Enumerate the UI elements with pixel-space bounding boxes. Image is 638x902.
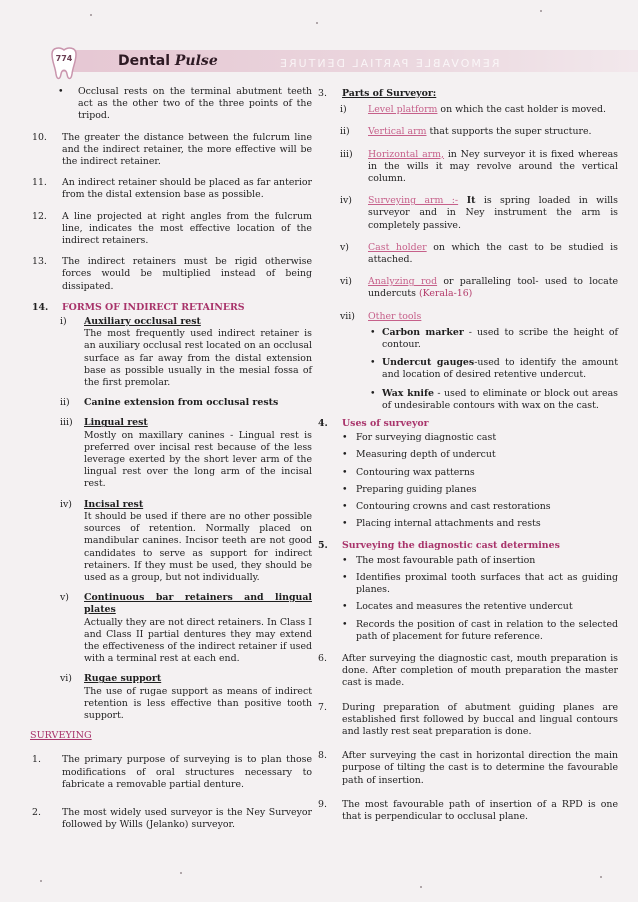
form-number: vi)	[60, 673, 72, 685]
item-text: After surveying the diagnostic cast, mouth preparation is done. After completion of mouth preparation the master cast is made.	[342, 652, 618, 689]
item-text: The indirect retainers must be rigid otherwise forces would be multiplied instead of being dissipated.	[62, 256, 312, 292]
speck	[90, 14, 92, 16]
part-item	[318, 126, 618, 138]
list-item	[368, 357, 618, 381]
item-text: During preparation of abutment guiding planes are established first followed by buccal and lingual contours and lastly rest seat preparation is done.	[342, 701, 618, 737]
part-text: on which the cast to be studied is attached.	[368, 241, 618, 266]
item-number: 1.	[32, 754, 41, 766]
part-text: is spring loaded in wills surveyor and in Ney instrument the arm is completely passive.	[368, 195, 618, 231]
list-item	[318, 799, 618, 823]
list-item: • Preparing guiding planes	[318, 484, 618, 496]
part-number: vi)	[340, 276, 352, 288]
form-item	[30, 673, 312, 722]
part-item	[318, 242, 618, 266]
header-watermark: REMOVABLE PARTIAL DENTURE	[278, 57, 500, 70]
item-number: 14.	[32, 301, 49, 313]
form-item	[30, 316, 312, 389]
form-number: ii)	[60, 397, 70, 409]
part-item	[318, 276, 618, 300]
part-item	[318, 149, 618, 186]
part-text: that supports the super structure.	[426, 126, 592, 138]
part-term: Cast holder	[368, 241, 427, 253]
item-number: 4.	[318, 418, 328, 430]
exam-tag: (Kerala-16)	[418, 288, 473, 300]
tripod-bullet	[30, 86, 312, 123]
form-title: Rugae support	[84, 673, 162, 685]
part-number: iv)	[340, 195, 352, 207]
item-number: 13.	[32, 256, 47, 268]
left-column	[30, 86, 312, 840]
list-item: • For surveying diagnostic cast	[318, 432, 618, 444]
item-text: An indirect retainer should be placed as far anterior from the distal extension base as possible.	[62, 177, 312, 201]
tripod-bullet-text: Occlusal rests on the terminal abutment teeth act as the other two of the three points of the tripod.	[78, 86, 312, 122]
list-item: • Locates and measures the retentive undercut	[318, 601, 618, 613]
form-item	[30, 592, 312, 665]
section-heading: Surveying the diagnostic cast determines	[342, 540, 560, 552]
list-item	[30, 211, 312, 248]
part-term: Surveying arm :-	[368, 195, 459, 207]
brand-name: Dental	[118, 53, 175, 69]
item-number: 2.	[32, 806, 41, 818]
form-text: Actually they are not direct retainers. In Class I and Class II partial dentures they may extend the effectiveness of the indirect retainer if used with a terminal rest at each end.	[84, 616, 312, 665]
list-item: • Identifies proximal tooth surfaces that act as guiding planes.	[318, 572, 618, 596]
item-text: After surveying the cast in horizontal direction the main purpose of tilting the cast is to determine the favourable path of insertion.	[342, 750, 618, 786]
list-item	[30, 256, 312, 293]
tool-name: Wax knife	[382, 387, 434, 399]
item-number: 8.	[318, 750, 327, 762]
speck	[600, 876, 602, 878]
item-number: 12.	[32, 210, 47, 222]
list-item-14	[30, 302, 312, 314]
speck	[540, 10, 542, 12]
tools-list	[368, 327, 618, 412]
part-term: Analyzing rod	[368, 276, 438, 288]
list-item: • Contouring wax patterns	[318, 467, 618, 479]
uses-list	[318, 432, 618, 530]
speck	[316, 22, 318, 24]
part-text: on which the cast holder is moved.	[437, 104, 606, 116]
tool-name: Carbon marker	[382, 326, 464, 338]
form-title: Lingual rest	[84, 417, 148, 429]
page-number: 774	[55, 54, 73, 63]
list-item	[30, 807, 312, 831]
form-item	[30, 397, 312, 409]
list-item: • Contouring crowns and cast restorations	[318, 501, 618, 513]
part-item	[318, 195, 618, 232]
part-number: i)	[340, 104, 347, 116]
item-number: 10.	[32, 131, 47, 143]
tooth-icon	[44, 44, 84, 84]
section-heading: Parts of Surveyor:	[342, 88, 437, 99]
list-item	[368, 327, 618, 351]
list-item-3	[318, 88, 618, 100]
determines-list	[318, 555, 618, 643]
list-item	[318, 653, 618, 690]
tool-name: Undercut gauges	[382, 357, 475, 369]
item-number: 11.	[32, 177, 47, 189]
list-item-4	[318, 418, 618, 530]
part-term: Vertical arm	[368, 126, 427, 138]
form-title: Auxiliary occlusal rest	[84, 316, 201, 328]
item-text: The most widely used surveyor is the Ney Surveyor followed by Wills (Jelanko) surveyor.	[62, 806, 312, 831]
tool-text: -used to identify the amount and location of desired retentive undercut.	[382, 357, 618, 381]
form-number: iv)	[60, 498, 72, 510]
list-item: • Records the position of cast in relation to the selected path of placement for future reference.	[318, 619, 618, 643]
form-text: It should be used if there are no other possible sources of retention. Normally placed on mandibular canines. Incisor teeth are not good candidates to serve as support for indirect retainers. If they must be used, they should be used as a group, but not individually.	[84, 510, 312, 583]
part-number: iii)	[340, 148, 353, 160]
part-number: ii)	[340, 126, 350, 138]
list-item	[318, 750, 618, 787]
part-term: Horizontal arm,	[368, 148, 445, 160]
bullet-marker: •	[58, 86, 64, 97]
item-number: 6.	[318, 652, 327, 664]
part-item	[318, 104, 618, 116]
brand-title	[118, 53, 218, 69]
brand-accent: Pulse	[174, 53, 218, 69]
form-item	[30, 499, 312, 584]
right-column	[318, 88, 618, 832]
speck	[420, 886, 422, 888]
item-number: 3.	[318, 88, 327, 99]
list-item	[318, 702, 618, 739]
form-text: The most frequently used indirect retainer is an auxiliary occlusal rest located on an occlusal surface as far away from the distal extension base as possible usually in the mesial fossa of the first premolar.	[84, 328, 312, 389]
form-number: i)	[60, 316, 67, 328]
part-text: in Ney surveyor it is fixed whereas in the wills it may revolve around the vertical column.	[368, 148, 618, 185]
part-number: v)	[340, 241, 349, 253]
form-title: Canine extension from occlusal rests	[84, 397, 279, 409]
form-text: The use of rugae support as means of indirect retention is less effective than positive tooth support.	[84, 685, 312, 721]
item-text: A line projected at right angles from the fulcrum line, indicates the most effective location of the indirect retainers.	[62, 210, 312, 247]
form-number: iii)	[60, 417, 73, 429]
part-text: or paralleling tool- used to locate undercuts	[368, 276, 619, 300]
section-heading: FORMS OF INDIRECT RETAINERS	[62, 301, 245, 313]
form-number: v)	[60, 592, 69, 604]
section-heading: Uses of surveyor	[342, 418, 429, 430]
speck	[180, 872, 182, 874]
part-bold: It	[458, 195, 476, 207]
form-item	[30, 417, 312, 490]
list-item	[30, 132, 312, 169]
item-number: 9.	[318, 798, 327, 810]
part-term: Level platform	[368, 104, 438, 116]
page-header	[8, 48, 638, 74]
list-item	[30, 754, 312, 791]
item-number: 5.	[318, 540, 328, 552]
surveying-heading: SURVEYING	[30, 730, 92, 742]
form-text: Mostly on maxillary canines - Lingual rest is preferred over incisal rest because of the less leverage exerted by the short lever arm of the lingual rest over the long arm of the incisal rest.	[84, 429, 312, 490]
list-item: • Placing internal attachments and rests	[318, 518, 618, 530]
list-item-5	[318, 540, 618, 642]
item-text: The most favourable path of insertion of a RPD is one that is perpendicular to occlusal plane.	[342, 798, 618, 822]
part-number: vii)	[340, 310, 355, 322]
tool-text: - used to eliminate or block out areas of undesirable contours with wax on the cast.	[382, 387, 618, 411]
form-title: Continuous bar retainers and lingual plates	[84, 592, 312, 616]
item-number: 7.	[318, 701, 327, 713]
speck	[40, 880, 42, 882]
list-item	[368, 388, 618, 412]
form-title: Incisal rest	[84, 498, 144, 510]
part-term: Other tools	[368, 310, 422, 322]
list-item	[30, 177, 312, 201]
item-text: The greater the distance between the fulcrum line and the indirect retainer, the more effective will be the indirect retainer.	[62, 131, 312, 168]
list-item: • The most favourable path of insertion	[318, 555, 618, 567]
item-text: The primary purpose of surveying is to plan those modifications of oral structures necessary to fabricate a removable partial denture.	[62, 754, 312, 790]
tool-text: - used to scribe the height of contour.	[382, 326, 618, 351]
list-item: • Measuring depth of undercut	[318, 449, 618, 461]
other-tools-item	[318, 311, 618, 412]
